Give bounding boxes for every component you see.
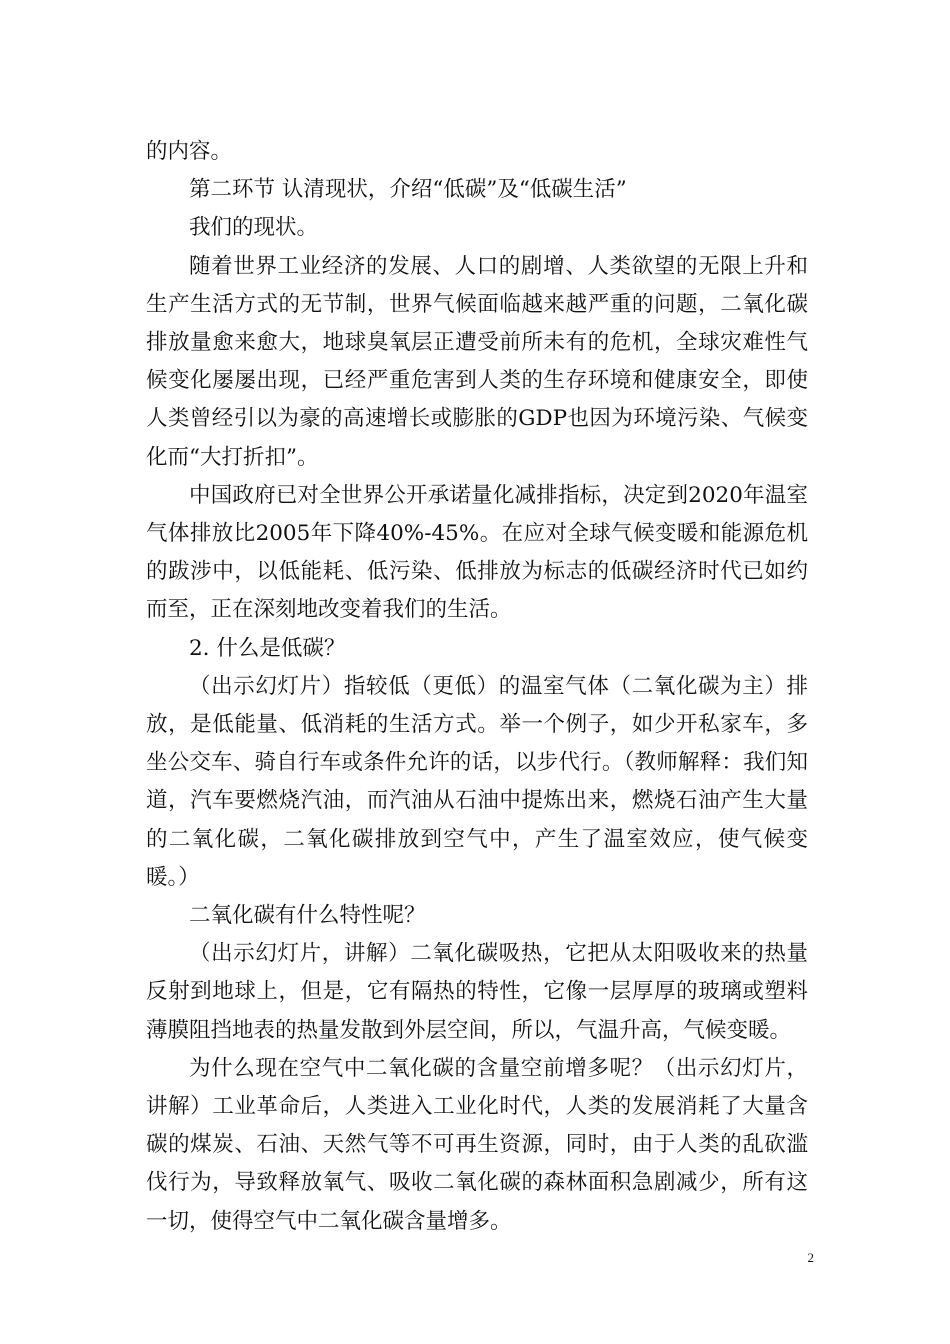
paragraph-world-climate: 随着世界工业经济的发展、人口的剧增、人类欲望的无限上升和生产生活方式的无节制，世界气候面临越来越严重的问题，二氧化碳排放量愈来愈大，地球臭氧层正遭受前所未有的危机，全球灾难性气候变化屡屡出现，已经严重危害到人类的生存环境和健康安全，即使人类曾经引以为豪的高速增长或膨胀的GDP也因为环境污染、气候变化而“大打折扣”。 xyxy=(146,253,808,470)
subheading-what-is-low-carbon: 2. 什么是低碳？ xyxy=(189,635,346,661)
paragraph-low-carbon-definition: （出示幻灯片）指较低（更低）的温室气体（二氧化碳为主）排放，是低能量、低消耗的生活方式。举一个例子，如少开私家车，多坐公交车、骑自行车或条件允许的话，以步代行。（教师解释：我们知道，汽车要燃烧汽油，而汽油从石油中提炼出来，燃烧石油产生大量的二氧化碳，二氧化碳排放到空气中，产生了温室效应，使气候变暖。） xyxy=(146,673,808,890)
paragraph-co2-properties: （出示幻灯片，讲解）二氧化碳吸热，它把从太阳吸收来的热量反射到地球上，但是，它有隔热的特性，它像一层厚厚的玻璃或塑料薄膜阻挡地表的热量发散到外层空间，所以，气温升高，气候变暖。 xyxy=(146,941,808,1043)
paragraph-china-commitment: 中国政府已对全世界公开承诺量化减排指标，决定到2020年温室气体排放比2005年下降40%-45%。在应对全球气候变暖和能源危机的跋涉中，以低能耗、低污染、低排放为标志的低碳经济时代已如约而至，正在深刻地改变着我们的生活。 xyxy=(146,482,808,623)
paragraph-co2-increase: 为什么现在空气中二氧化碳的含量空前增多呢？（出示幻灯片，讲解）工业革命后，人类进入工业化时代，人类的发展消耗了大量含碳的煤炭、石油、天然气等不可再生资源，同时，由于人类的乱砍滥伐行为，导致释放氧气、吸收二氧化碳的森林面积急剧减少，所有这一切，使得空气中二氧化碳含量增多。 xyxy=(146,1055,808,1234)
document-body xyxy=(146,133,808,1241)
section-heading: 第二环节 认清现状，介绍“低碳”及“低碳生活” xyxy=(189,177,627,203)
question-co2-properties: 二氧化碳有什么特性呢？ xyxy=(189,903,426,929)
paragraph-continuation: 的内容。 xyxy=(146,139,233,164)
page-number: 2 xyxy=(807,1250,814,1265)
subheading-current-situation: 我们的现状。 xyxy=(189,215,319,241)
